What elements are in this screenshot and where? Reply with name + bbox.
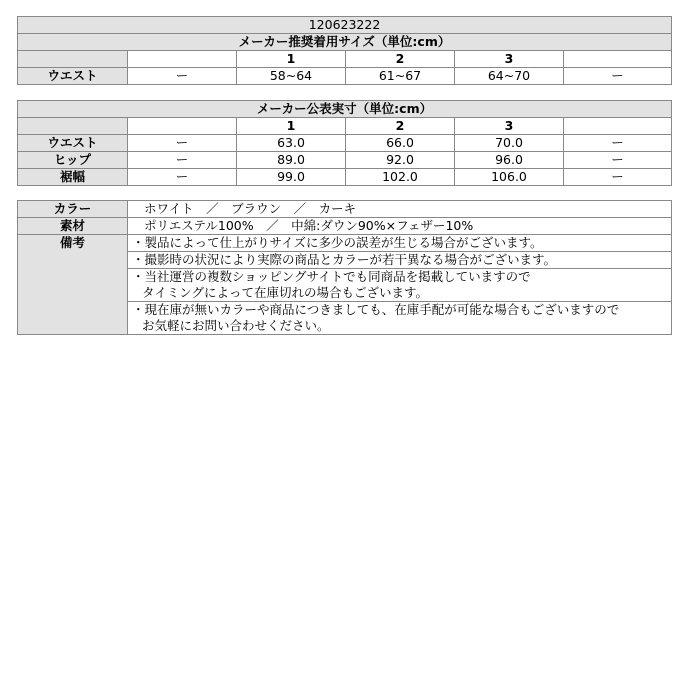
table-cell: 61~67	[346, 68, 455, 85]
note-line: ・現在庫が無いカラーや商品につきましても、在庫手配が可能な場合もございますので	[132, 302, 620, 317]
note-item	[128, 252, 672, 269]
actual-size-table	[17, 100, 672, 186]
table-cell: 92.0	[346, 152, 455, 169]
color-label: カラー	[18, 201, 128, 218]
table-cell: 66.0	[346, 135, 455, 152]
notes-label: 備考	[18, 235, 128, 335]
table-cell: 102.0	[346, 169, 455, 186]
table-cell: 63.0	[237, 135, 346, 152]
note-line: ・撮影時の状況により実際の商品とカラーが若干異なる場合がございます。	[132, 252, 557, 267]
note-item	[128, 269, 672, 302]
size-header	[564, 118, 672, 135]
product-id: 120623222	[18, 17, 672, 34]
size-header: 1	[237, 51, 346, 68]
table-cell: 96.0	[455, 152, 564, 169]
color-value: ホワイト ／ ブラウン ／ カーキ	[128, 201, 672, 218]
table-cell: ー	[128, 169, 237, 186]
row-label-hem-width: 裾幅	[18, 169, 128, 186]
table-cell: ー	[564, 169, 672, 186]
size-header: 1	[237, 118, 346, 135]
table-cell: 70.0	[455, 135, 564, 152]
table-cell: ー	[564, 68, 672, 85]
table-cell: 99.0	[237, 169, 346, 186]
table-cell: ー	[128, 135, 237, 152]
note-line: ・製品によって仕上がりサイズに多少の誤差が生じる場合がございます。	[132, 235, 543, 250]
material-value: ポリエステル100% ／ 中綿:ダウン90%×フェザー10%	[128, 218, 672, 235]
recommended-size-table	[17, 16, 672, 85]
row-label-waist: ウエスト	[18, 68, 128, 85]
note-line: タイミングによって在庫切れの場合もございます。	[142, 285, 429, 300]
row-label-hip: ヒップ	[18, 152, 128, 169]
size-header-blank	[18, 51, 128, 68]
table-cell: ー	[128, 152, 237, 169]
size-header	[128, 51, 237, 68]
note-item	[128, 235, 672, 252]
recommended-size-title: メーカー推奨着用サイズ（単位:cm）	[18, 34, 672, 51]
size-header: 3	[455, 51, 564, 68]
product-details-table	[17, 200, 672, 335]
table-cell: ー	[128, 68, 237, 85]
table-cell: 64~70	[455, 68, 564, 85]
actual-size-title: メーカー公表実寸（単位:cm）	[18, 101, 672, 118]
table-cell: ー	[564, 135, 672, 152]
table-cell: 106.0	[455, 169, 564, 186]
size-header-blank	[18, 118, 128, 135]
note-item	[128, 302, 672, 335]
table-cell: ー	[564, 152, 672, 169]
table-cell: 58~64	[237, 68, 346, 85]
size-header: 3	[455, 118, 564, 135]
size-header: 2	[346, 118, 455, 135]
size-header: 2	[346, 51, 455, 68]
table-cell: 89.0	[237, 152, 346, 169]
note-line: ・当社運営の複数ショッピングサイトでも同商品を掲載していますので	[132, 269, 531, 284]
note-line: お気軽にお問い合わせください。	[142, 318, 330, 333]
row-label-waist: ウエスト	[18, 135, 128, 152]
size-header	[564, 51, 672, 68]
size-header	[128, 118, 237, 135]
material-label: 素材	[18, 218, 128, 235]
